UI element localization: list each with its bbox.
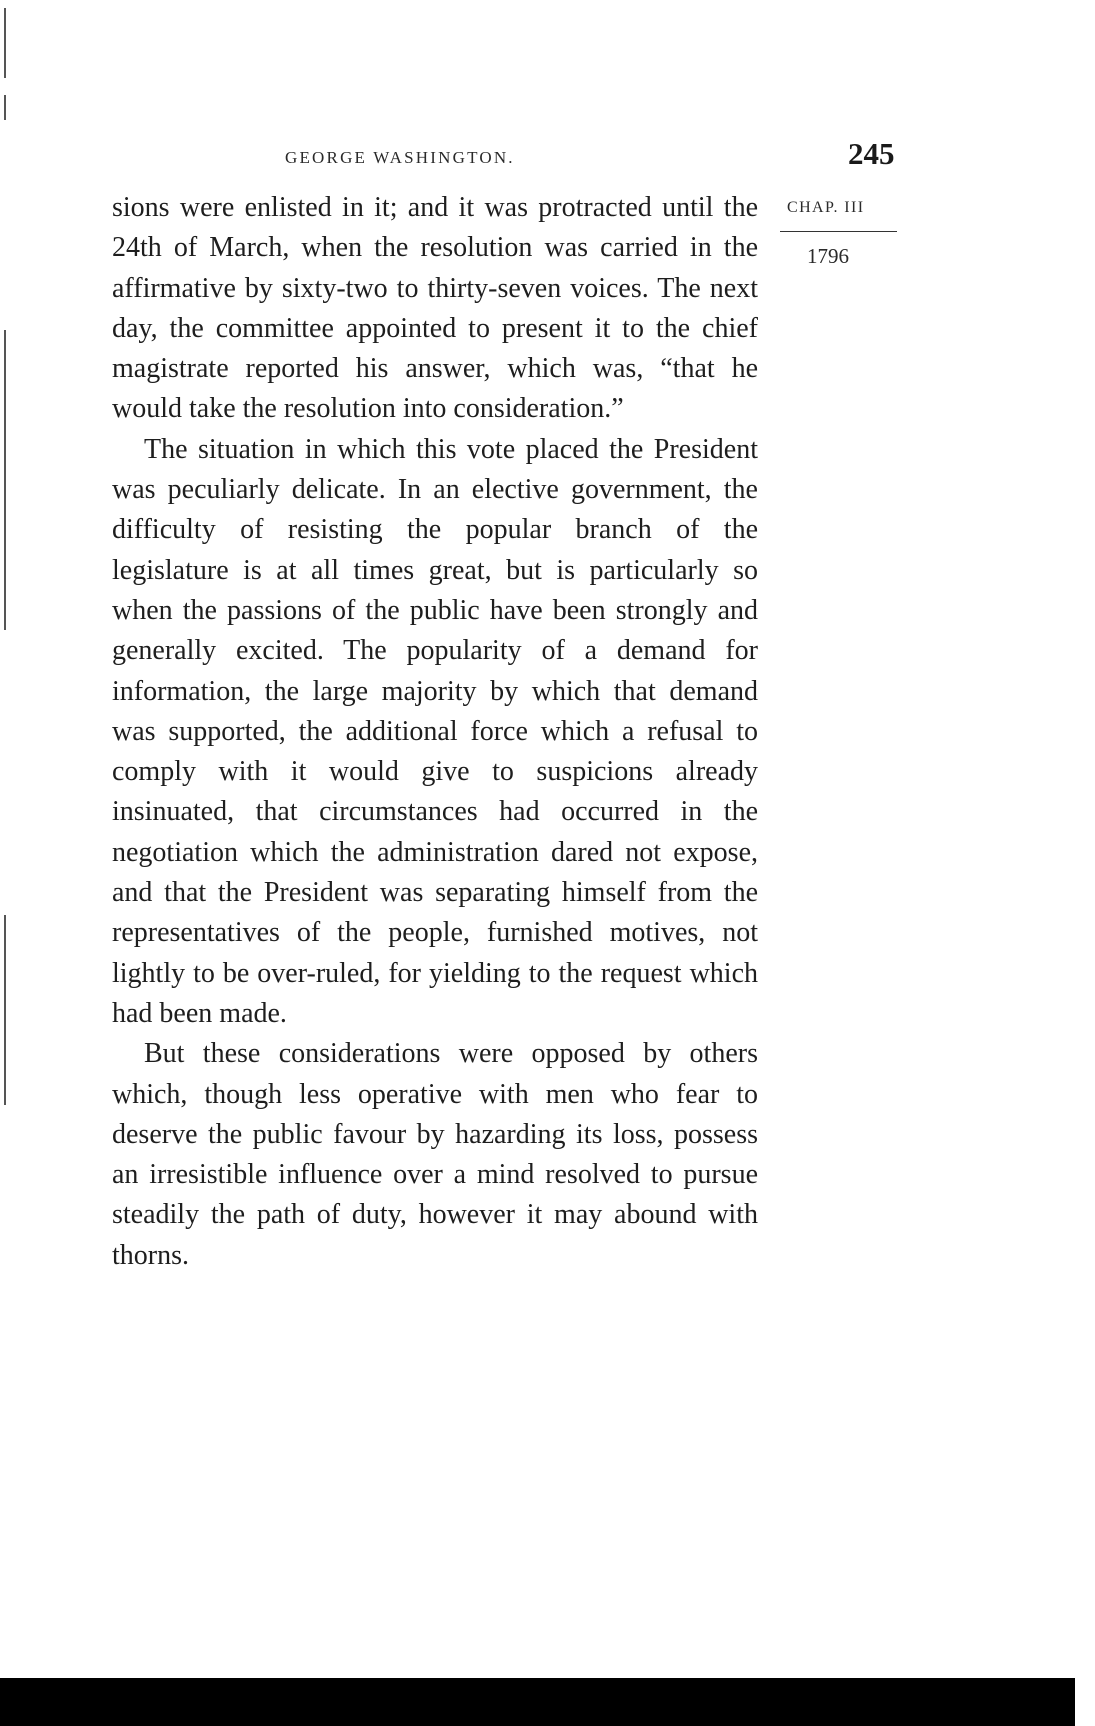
paragraph-1: sions were enlisted in it; and it was protracted until the 24th of March, when the resolution was carried in the affirmative by sixty-two to thirty-seven voices. The next day, the committee appointed to present it to the chief magistrate reported his answer, which was, “that he would take the resolution into consideration.” <box>112 192 758 425</box>
margin-year: 1796 <box>807 244 849 268</box>
page-number: 245 <box>848 136 895 171</box>
scan-edge-mark <box>4 95 6 120</box>
scan-left-edge <box>0 0 10 1726</box>
scan-edge-mark <box>4 8 6 78</box>
running-head: GEORGE WASHINGTON. <box>285 148 515 167</box>
scan-bottom-band <box>0 1678 1075 1726</box>
body-text <box>112 188 758 1276</box>
paragraph-3: But these considerations were opposed by others which, though less operative with men who fear to deserve the public favour by hazarding its loss, possess an irresistible influence over a mind resolved to pursue steadily the path of duty, however it may abound with thorns. <box>112 1038 758 1271</box>
margin-chapter-label: CHAP. III <box>787 199 865 216</box>
margin-rule <box>780 231 897 232</box>
paragraph-2: The situation in which this vote placed the President was peculiarly delicate. In an elective government, the difficulty of resisting the popular branch of the legislature is at all times great, but is particularly so when the passions of the public have been strongly and generally excited. The popularity of a demand for information, the large majority by which that demand was supported, the additional force which a refusal to comply with it would give to suspicions already insinuated, that circumstances had occurred in the negotiation which the administration dared not expose, and that the President was separating himself from the representatives of the people, furnished motives, not lightly to be over-ruled, for yielding to the request which had been made. <box>112 433 758 1029</box>
scan-edge-mark <box>4 915 6 1105</box>
scan-edge-mark <box>4 330 6 630</box>
